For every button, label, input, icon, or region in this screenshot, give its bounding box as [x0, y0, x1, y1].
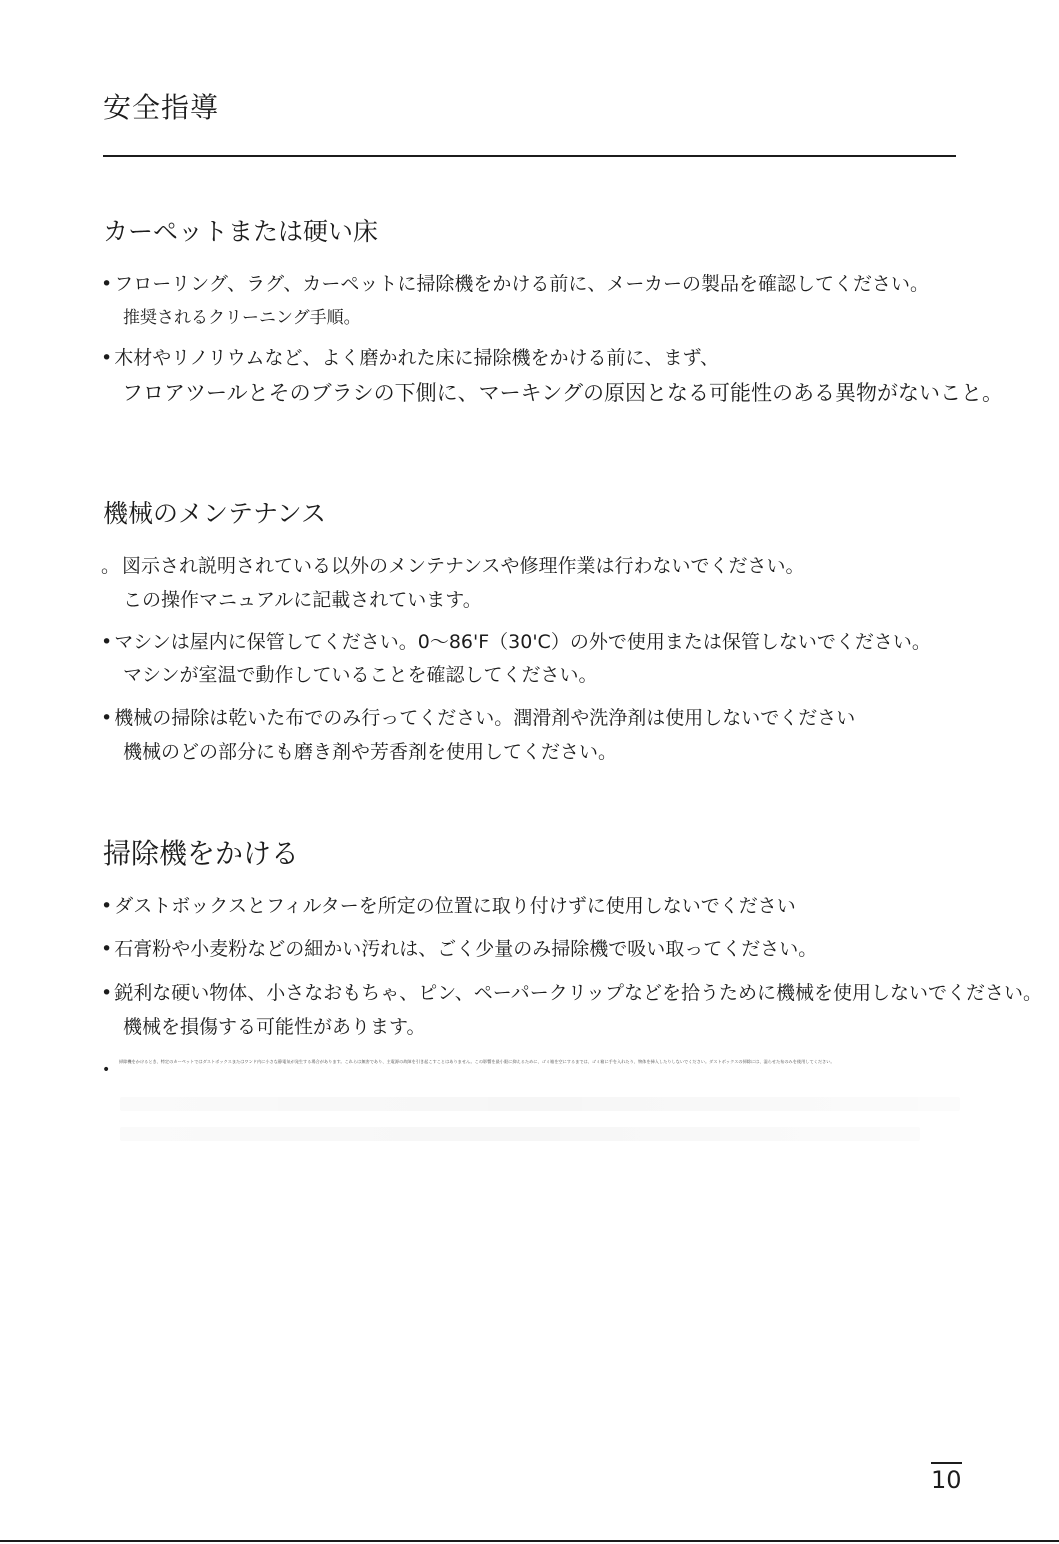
- section-heading-maintenance: 機械のメンテナンス: [103, 499, 327, 528]
- bullet-marker: •: [101, 895, 113, 917]
- carpet-line-text: フロアツールとそのブラシの下側に、マーキングの原因となる可能性のある異物がないこと。: [122, 381, 1003, 405]
- maintenance-line-text: 機械のどの部分にも磨き剤や芳香剤を使用してください。: [123, 741, 618, 763]
- section-heading-vacuuming: 掃除機をかける: [103, 837, 300, 870]
- vacuuming-line-3: [101, 984, 1042, 1003]
- maintenance-line-5: [101, 709, 855, 728]
- faded-text-block: [120, 1097, 960, 1111]
- vacuuming-line-text: 鋭利な硬い物体、小さなおもちゃ、ピン、ペーパークリップなどを拾うために機械を使用しないでください。: [114, 982, 1042, 1004]
- bullet-marker: •: [101, 347, 113, 369]
- vacuuming-line-4: [123, 1018, 425, 1037]
- maintenance-line-3: [101, 633, 931, 652]
- maintenance-line-1: [101, 557, 805, 576]
- maintenance-line-text: マシンは屋内に保管してください。0～86'F（30'C）の外で使用または保管しないでください。: [114, 631, 931, 653]
- carpet-line-1: [101, 275, 929, 294]
- maintenance-line-4: [123, 666, 598, 685]
- page-number: 10: [931, 1462, 962, 1494]
- bottom-divider: [0, 1540, 1059, 1542]
- vacuuming-line-text: ダストボックスとフィルターを所定の位置に取り付けずに使用しないでください: [114, 895, 796, 917]
- vacuuming-line-text: 石膏粉や小麦粉などの細かい汚れは、ごく少量のみ掃除機で吸い取ってください。: [114, 938, 818, 960]
- vacuuming-line-2: [101, 940, 817, 959]
- page-title: 安全指導: [103, 91, 220, 124]
- maintenance-line-6: [123, 743, 617, 762]
- bullet-marker: 。: [101, 555, 121, 577]
- carpet-line-text: フローリング、ラグ、カーペットに掃除機をかける前に、メーカーの製品を確認してください。: [114, 273, 929, 295]
- carpet-line-3: [101, 349, 719, 368]
- bullet-marker: •: [101, 631, 113, 653]
- fine-print-text: 掃除機をかけるとき、特定のカーペットではダストボックスまたはワンド内に小さな静電気が発生する場合があります。これらは無害であり、主電源の故障を引き起こすことはありません。この影響を最小限に抑えるために、ゴミ箱を空にするまでは、ゴミ箱に手を入れたり、物体を挿入したりしないでください。ダストボックスの掃除には、湿らせた布のみを使用してください。: [119, 1059, 835, 1064]
- carpet-line-2: [123, 310, 361, 327]
- vacuuming-line-1: [101, 897, 796, 916]
- maintenance-line-text: 図示され説明されている以外のメンテナンスや修理作業は行わないでください。: [122, 555, 805, 577]
- maintenance-line-text: 機械の掃除は乾いた布でのみ行ってください。潤滑剤や洗浄剤は使用しないでください: [114, 707, 856, 729]
- bullet-marker: •: [101, 273, 113, 295]
- maintenance-line-2: [123, 591, 482, 610]
- carpet-line-4: [122, 383, 1003, 404]
- maintenance-line-text: この操作マニュアルに記載されています。: [123, 589, 482, 611]
- fine-print-bullet: •: [102, 1062, 111, 1078]
- carpet-line-text: 木材やリノリウムなど、よく磨かれた床に掃除機をかける前に、まず、: [114, 347, 719, 369]
- faded-text-block: [120, 1127, 920, 1141]
- maintenance-line-text: マシンが室温で動作していることを確認してください。: [123, 664, 598, 686]
- carpet-line-text: 推奨されるクリーニング手順。: [123, 308, 361, 328]
- title-divider: [103, 155, 956, 157]
- bullet-marker: •: [101, 707, 113, 729]
- section-heading-carpet: カーペットまたは硬い床: [103, 217, 379, 246]
- vacuuming-line-text: 機械を損傷する可能性があります。: [123, 1016, 426, 1038]
- bullet-marker: •: [101, 982, 113, 1004]
- bullet-marker: •: [101, 938, 113, 960]
